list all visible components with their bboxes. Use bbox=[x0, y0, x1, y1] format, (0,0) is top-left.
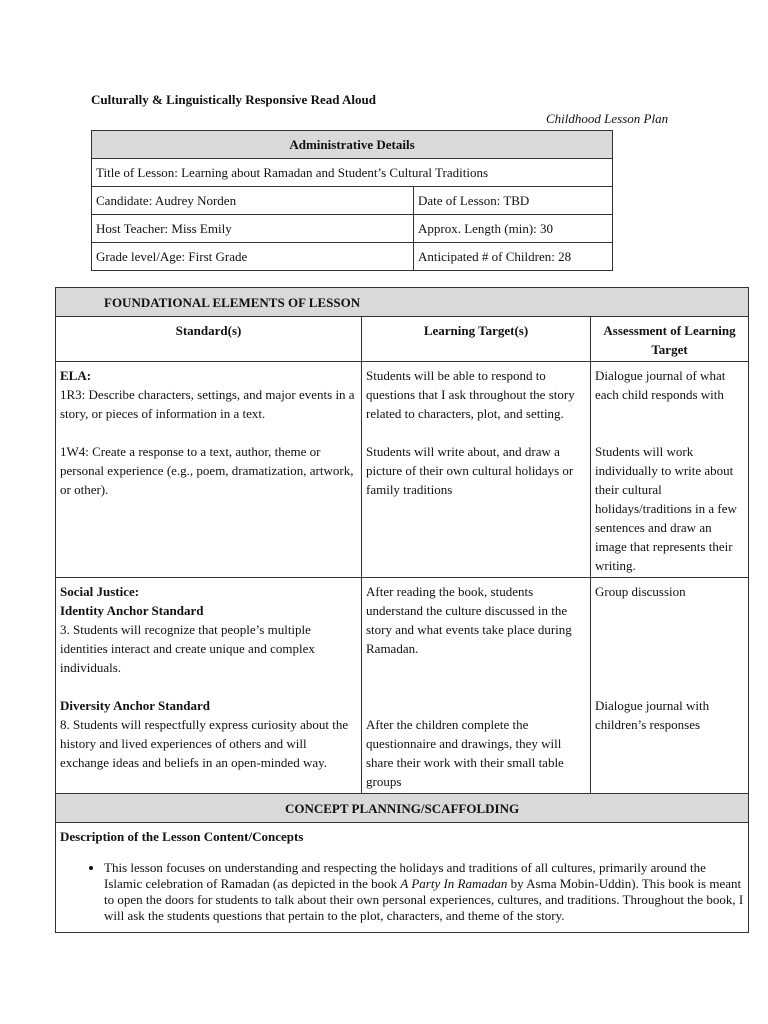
lesson-title-cell: Title of Lesson: Learning about Ramadan and Student’s Cultural Traditions bbox=[92, 159, 613, 187]
identity-anchor-heading: Identity Anchor Standard bbox=[60, 603, 204, 618]
document-title: Culturally & Linguistically Responsive Read Aloud bbox=[91, 92, 376, 107]
document-subtitle: Childhood Lesson Plan bbox=[546, 111, 669, 126]
social-justice-assessment-1: Group discussion bbox=[595, 584, 686, 599]
social-justice-assessment-cell bbox=[591, 578, 749, 794]
length-cell: Approx. Length (min): 30 bbox=[414, 215, 613, 243]
ela-heading: ELA: bbox=[60, 368, 92, 383]
ela-targets-cell bbox=[362, 362, 591, 578]
ela-target-1: Students will be able to respond to questions that I ask throughout the story related to characters, plot, and setting. bbox=[366, 368, 575, 421]
identity-anchor-text: 3. Students will recognize that people’s multiple identities interact and create unique and complex individuals. bbox=[60, 622, 315, 675]
description-bullet: • This lesson focuses on understanding and respecting the holidays and traditions of all cultures, primarily around the Islamic celebration of Ramadan (as depicted in the book A Party In Ramadan by Asma Mobin-Uddin). This book is meant to open the doors for students to talk about their own personal experiences, cultures, and traditions. Throughout the book, I will ask the students questions that pertain to the plot, characters, and theme of the story. bbox=[104, 860, 744, 924]
children-count-cell: Anticipated # of Children: 28 bbox=[414, 243, 613, 271]
candidate-cell: Candidate: Audrey Norden bbox=[92, 187, 414, 215]
ela-standards-cell bbox=[56, 362, 362, 578]
diversity-anchor-text: 8. Students will respectfully express curiosity about the history and lived experiences of others and will exchange ideas and beliefs in an open-minded way. bbox=[60, 717, 349, 770]
grade-cell: Grade level/Age: First Grade bbox=[92, 243, 414, 271]
concept-planning-header: CONCEPT PLANNING/SCAFFOLDING bbox=[56, 794, 749, 823]
social-justice-target-2: After the children complete the questionnaire and drawings, they will share their work with their small table groups bbox=[366, 717, 564, 789]
social-justice-heading: Social Justice: bbox=[60, 584, 140, 599]
description-heading: Description of the Lesson Content/Concepts bbox=[60, 829, 304, 844]
diversity-anchor-heading: Diversity Anchor Standard bbox=[60, 698, 210, 713]
lesson-description-cell bbox=[56, 823, 749, 933]
column-header-learning-targets: Learning Target(s) bbox=[362, 317, 591, 362]
social-justice-target-1: After reading the book, students understand the culture discussed in the story and what events take place during Ramadan. bbox=[366, 584, 572, 656]
social-justice-targets-cell bbox=[362, 578, 591, 794]
book-title: A Party In Ramadan bbox=[400, 876, 508, 891]
ela-assessment-cell bbox=[591, 362, 749, 578]
column-header-standards: Standard(s) bbox=[56, 317, 362, 362]
ela-standard-2: 1W4: Create a response to a text, author, theme or personal experience (e.g., poem, dramatization, artwork, or other). bbox=[60, 444, 354, 497]
administrative-details-table bbox=[91, 130, 613, 271]
social-justice-standards-cell bbox=[56, 578, 362, 794]
social-justice-row bbox=[56, 578, 749, 794]
description-list bbox=[60, 860, 744, 924]
ela-target-2: Students will write about, and draw a picture of their own cultural holidays or family traditions bbox=[366, 444, 574, 497]
ela-assessment-1: Dialogue journal of what each child responds with bbox=[595, 368, 726, 402]
social-justice-assessment-2: Dialogue journal with children’s responses bbox=[595, 698, 710, 732]
ela-standard-1: 1R3: Describe characters, settings, and major events in a story, or pieces of information in a text. bbox=[60, 387, 355, 421]
foundational-elements-table bbox=[55, 287, 749, 933]
host-teacher-cell: Host Teacher: Miss Emily bbox=[92, 215, 414, 243]
ela-assessment-2: Students will work individually to write about their cultural holidays/traditions in a few sentences and draw an image that represents their writing. bbox=[595, 444, 737, 573]
foundational-header: FOUNDATIONAL ELEMENTS OF LESSON bbox=[56, 288, 749, 317]
column-header-assessment: Assessment of Learning Target bbox=[591, 317, 749, 362]
ela-row bbox=[56, 362, 749, 578]
date-cell: Date of Lesson: TBD bbox=[414, 187, 613, 215]
admin-header: Administrative Details bbox=[92, 131, 613, 159]
